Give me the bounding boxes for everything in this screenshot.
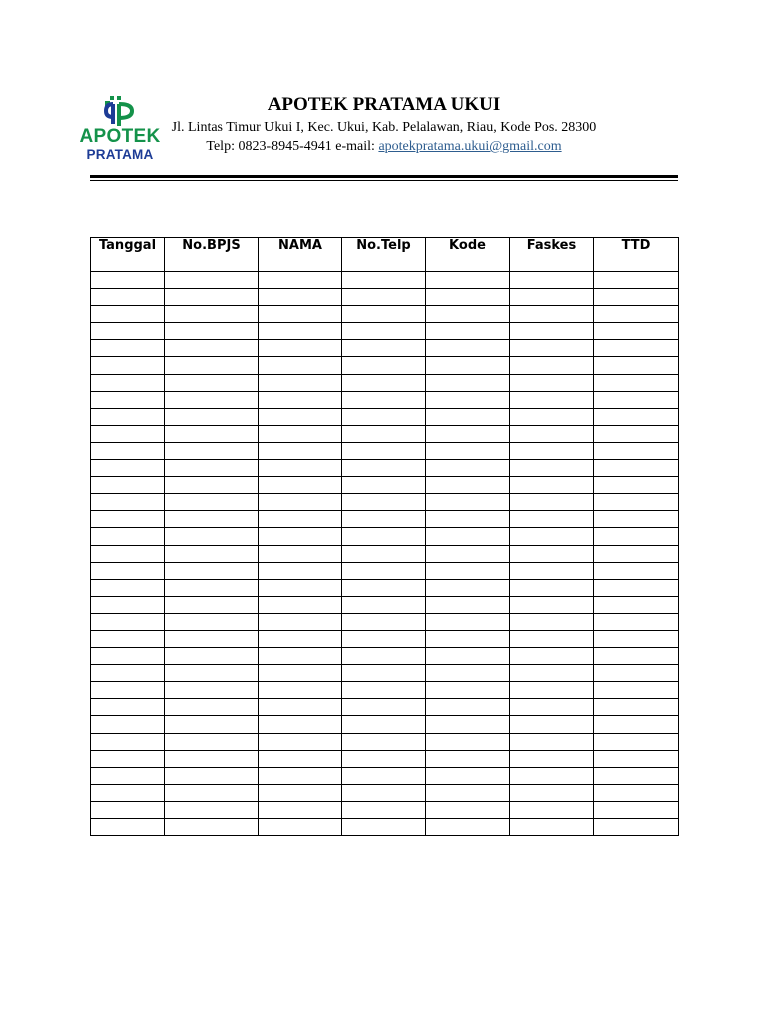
table-cell[interactable] xyxy=(91,716,165,733)
table-cell[interactable] xyxy=(510,767,594,784)
table-cell[interactable] xyxy=(594,460,679,477)
visit-log-table xyxy=(90,237,679,836)
table-cell[interactable] xyxy=(165,323,259,340)
table-cell[interactable] xyxy=(91,442,165,459)
column-header-ttd: TTD xyxy=(594,238,679,272)
table-cell[interactable] xyxy=(594,596,679,613)
table-cell[interactable] xyxy=(91,819,165,836)
table-cell[interactable] xyxy=(426,579,510,596)
table-row xyxy=(91,801,679,818)
table-cell[interactable] xyxy=(342,323,426,340)
table-cell[interactable] xyxy=(259,272,342,289)
table-row xyxy=(91,699,679,716)
table-cell[interactable] xyxy=(259,545,342,562)
table-cell[interactable] xyxy=(342,272,426,289)
table-cell[interactable] xyxy=(426,408,510,425)
table-cell[interactable] xyxy=(259,494,342,511)
table-cell[interactable] xyxy=(342,648,426,665)
table-cell[interactable] xyxy=(91,579,165,596)
table-cell[interactable] xyxy=(510,272,594,289)
table-cell[interactable] xyxy=(426,733,510,750)
table-cell[interactable] xyxy=(426,596,510,613)
table-cell[interactable] xyxy=(165,801,259,818)
table-cell[interactable] xyxy=(426,767,510,784)
table-cell[interactable] xyxy=(342,289,426,306)
table-cell[interactable] xyxy=(259,306,342,323)
column-header-tanggal: Tanggal xyxy=(91,238,165,272)
table-cell[interactable] xyxy=(342,665,426,682)
table-cell[interactable] xyxy=(342,511,426,528)
page-title: APOTEK PRATAMA UKUI xyxy=(267,94,501,115)
table-cell[interactable] xyxy=(259,408,342,425)
table-cell[interactable] xyxy=(91,323,165,340)
table-row xyxy=(91,665,679,682)
table-cell[interactable] xyxy=(91,408,165,425)
table-cell[interactable] xyxy=(165,630,259,647)
table-cell[interactable] xyxy=(594,699,679,716)
contact-prefix: Telp: 0823-8945-4941 e-mail: xyxy=(206,139,379,154)
table-cell[interactable] xyxy=(426,289,510,306)
table-cell[interactable] xyxy=(165,289,259,306)
table-cell[interactable] xyxy=(342,596,426,613)
table-cell[interactable] xyxy=(594,528,679,545)
table-cell[interactable] xyxy=(426,648,510,665)
table-cell[interactable] xyxy=(342,374,426,391)
table-cell[interactable] xyxy=(510,306,594,323)
table-cell[interactable] xyxy=(259,784,342,801)
table-row xyxy=(91,306,679,323)
table-cell[interactable] xyxy=(165,716,259,733)
table-cell[interactable] xyxy=(510,648,594,665)
table-cell[interactable] xyxy=(342,630,426,647)
table-cell[interactable] xyxy=(165,579,259,596)
table-cell[interactable] xyxy=(165,648,259,665)
table-cell[interactable] xyxy=(594,630,679,647)
table-cell[interactable] xyxy=(594,801,679,818)
pharmacy-cross-icon xyxy=(104,95,134,127)
table-row xyxy=(91,494,679,511)
table-cell[interactable] xyxy=(510,425,594,442)
table-cell[interactable] xyxy=(594,682,679,699)
table-row xyxy=(91,477,679,494)
table-cell[interactable] xyxy=(259,562,342,579)
table-cell[interactable] xyxy=(426,630,510,647)
table-cell[interactable] xyxy=(510,545,594,562)
column-header-faskes: Faskes xyxy=(510,238,594,272)
table-cell[interactable] xyxy=(342,494,426,511)
table-cell[interactable] xyxy=(594,716,679,733)
table-cell[interactable] xyxy=(594,579,679,596)
table-cell[interactable] xyxy=(426,511,510,528)
column-header-no-bpjs: No.BPJS xyxy=(165,238,259,272)
table-cell[interactable] xyxy=(342,750,426,767)
table-cell[interactable] xyxy=(259,425,342,442)
table-cell[interactable] xyxy=(91,425,165,442)
table-row xyxy=(91,272,679,289)
table-cell[interactable] xyxy=(165,477,259,494)
table-cell[interactable] xyxy=(510,716,594,733)
table-header-row xyxy=(91,238,679,272)
table-row xyxy=(91,340,679,357)
table-cell[interactable] xyxy=(342,733,426,750)
table-cell[interactable] xyxy=(594,289,679,306)
table-cell[interactable] xyxy=(259,716,342,733)
table-cell[interactable] xyxy=(91,613,165,630)
table-cell[interactable] xyxy=(259,648,342,665)
table-cell[interactable] xyxy=(165,596,259,613)
table-cell[interactable] xyxy=(91,528,165,545)
table-row xyxy=(91,408,679,425)
table-cell[interactable] xyxy=(91,784,165,801)
table-cell[interactable] xyxy=(342,682,426,699)
table-cell[interactable] xyxy=(594,494,679,511)
table-cell[interactable] xyxy=(91,340,165,357)
table-cell[interactable] xyxy=(510,801,594,818)
table-cell[interactable] xyxy=(259,460,342,477)
table-cell[interactable] xyxy=(342,477,426,494)
table-cell[interactable] xyxy=(91,545,165,562)
table-cell[interactable] xyxy=(510,579,594,596)
table-cell[interactable] xyxy=(510,596,594,613)
table-cell[interactable] xyxy=(342,442,426,459)
table-cell[interactable] xyxy=(165,665,259,682)
header-divider-thick xyxy=(90,175,678,178)
table-cell[interactable] xyxy=(165,767,259,784)
table-cell[interactable] xyxy=(165,442,259,459)
table-cell[interactable] xyxy=(342,340,426,357)
table-cell[interactable] xyxy=(165,272,259,289)
table-cell[interactable] xyxy=(594,733,679,750)
table-cell[interactable] xyxy=(426,750,510,767)
table-cell[interactable] xyxy=(259,477,342,494)
table-cell[interactable] xyxy=(342,801,426,818)
table-cell[interactable] xyxy=(426,460,510,477)
table-cell[interactable] xyxy=(165,494,259,511)
table-row xyxy=(91,767,679,784)
table-cell[interactable] xyxy=(342,425,426,442)
table-cell[interactable] xyxy=(342,545,426,562)
table-cell[interactable] xyxy=(594,545,679,562)
table-cell[interactable] xyxy=(510,408,594,425)
table-cell[interactable] xyxy=(259,665,342,682)
table-cell[interactable] xyxy=(426,545,510,562)
table-cell[interactable] xyxy=(594,750,679,767)
table-row xyxy=(91,682,679,699)
table-cell[interactable] xyxy=(594,340,679,357)
table-cell[interactable] xyxy=(510,733,594,750)
table-cell[interactable] xyxy=(594,374,679,391)
table-cell[interactable] xyxy=(510,442,594,459)
table-cell[interactable] xyxy=(91,682,165,699)
table-cell[interactable] xyxy=(426,442,510,459)
table-cell[interactable] xyxy=(594,442,679,459)
table-cell[interactable] xyxy=(342,699,426,716)
table-row xyxy=(91,425,679,442)
table-cell[interactable] xyxy=(426,665,510,682)
table-cell[interactable] xyxy=(91,272,165,289)
table-cell[interactable] xyxy=(426,613,510,630)
table-cell[interactable] xyxy=(594,391,679,408)
table-cell[interactable] xyxy=(165,733,259,750)
table-cell[interactable] xyxy=(165,357,259,374)
table-cell[interactable] xyxy=(342,613,426,630)
table-cell[interactable] xyxy=(165,408,259,425)
table-cell[interactable] xyxy=(426,528,510,545)
table-cell[interactable] xyxy=(91,801,165,818)
table-cell[interactable] xyxy=(594,306,679,323)
table-row xyxy=(91,545,679,562)
table-cell[interactable] xyxy=(165,750,259,767)
table-cell[interactable] xyxy=(426,562,510,579)
table-row xyxy=(91,596,679,613)
table-row xyxy=(91,323,679,340)
table-cell[interactable] xyxy=(510,511,594,528)
table-cell[interactable] xyxy=(510,528,594,545)
table-row xyxy=(91,630,679,647)
logo-word-pratama: PRATAMA xyxy=(86,147,154,162)
table-cell[interactable] xyxy=(342,784,426,801)
table-cell[interactable] xyxy=(91,630,165,647)
table-cell[interactable] xyxy=(165,425,259,442)
table-cell[interactable] xyxy=(510,340,594,357)
table-cell[interactable] xyxy=(259,442,342,459)
table-row xyxy=(91,391,679,408)
table-cell[interactable] xyxy=(426,477,510,494)
table-cell[interactable] xyxy=(426,272,510,289)
table-cell[interactable] xyxy=(165,391,259,408)
table-cell[interactable] xyxy=(91,511,165,528)
table-cell[interactable] xyxy=(91,750,165,767)
table-cell[interactable] xyxy=(91,460,165,477)
table-row xyxy=(91,716,679,733)
table-cell[interactable] xyxy=(91,391,165,408)
table-cell[interactable] xyxy=(165,682,259,699)
table-row xyxy=(91,460,679,477)
table-cell[interactable] xyxy=(594,784,679,801)
table-cell[interactable] xyxy=(510,750,594,767)
table-cell[interactable] xyxy=(594,477,679,494)
table-cell[interactable] xyxy=(426,340,510,357)
table-cell[interactable] xyxy=(91,357,165,374)
table-cell[interactable] xyxy=(342,306,426,323)
table-cell[interactable] xyxy=(426,391,510,408)
table-cell[interactable] xyxy=(594,272,679,289)
table-cell[interactable] xyxy=(259,374,342,391)
table-cell[interactable] xyxy=(426,323,510,340)
table-cell[interactable] xyxy=(510,665,594,682)
table-cell[interactable] xyxy=(91,306,165,323)
email-link[interactable]: apotekpratama.ukui@gmail.com xyxy=(378,139,562,154)
table-cell[interactable] xyxy=(342,357,426,374)
table-cell[interactable] xyxy=(510,819,594,836)
table-row xyxy=(91,442,679,459)
table-cell[interactable] xyxy=(594,613,679,630)
table-cell[interactable] xyxy=(426,374,510,391)
table-cell[interactable] xyxy=(259,391,342,408)
table-cell[interactable] xyxy=(510,494,594,511)
table-row xyxy=(91,750,679,767)
contact-line xyxy=(170,139,598,155)
logo-word-apotek: APOTEK xyxy=(79,126,161,147)
table-row xyxy=(91,613,679,630)
table-cell[interactable] xyxy=(594,767,679,784)
table-cell[interactable] xyxy=(259,323,342,340)
table-cell[interactable] xyxy=(594,357,679,374)
table-cell[interactable] xyxy=(510,630,594,647)
table-cell[interactable] xyxy=(165,784,259,801)
table-cell[interactable] xyxy=(259,596,342,613)
table-cell[interactable] xyxy=(426,784,510,801)
table-cell[interactable] xyxy=(91,596,165,613)
table-row xyxy=(91,289,679,306)
table-cell[interactable] xyxy=(342,391,426,408)
table-cell[interactable] xyxy=(259,750,342,767)
table-cell[interactable] xyxy=(510,460,594,477)
table-row xyxy=(91,648,679,665)
table-cell[interactable] xyxy=(91,648,165,665)
table-cell[interactable] xyxy=(426,357,510,374)
table-cell[interactable] xyxy=(594,819,679,836)
table-cell[interactable] xyxy=(91,494,165,511)
table-cell[interactable] xyxy=(426,819,510,836)
header-divider-thin xyxy=(90,180,678,181)
table-cell[interactable] xyxy=(259,340,342,357)
table-cell[interactable] xyxy=(510,613,594,630)
column-header-nama: NAMA xyxy=(259,238,342,272)
table-cell[interactable] xyxy=(165,460,259,477)
table-cell[interactable] xyxy=(259,579,342,596)
table-cell[interactable] xyxy=(259,357,342,374)
table-cell[interactable] xyxy=(426,494,510,511)
table-cell[interactable] xyxy=(510,289,594,306)
table-cell[interactable] xyxy=(510,699,594,716)
table-cell[interactable] xyxy=(510,784,594,801)
table-cell[interactable] xyxy=(91,733,165,750)
apotek-logo xyxy=(79,89,161,165)
table-cell[interactable] xyxy=(91,665,165,682)
table-cell[interactable] xyxy=(165,374,259,391)
table-cell[interactable] xyxy=(426,801,510,818)
table-cell[interactable] xyxy=(259,511,342,528)
table-cell[interactable] xyxy=(426,425,510,442)
table-cell[interactable] xyxy=(259,733,342,750)
table-cell[interactable] xyxy=(510,562,594,579)
table-cell[interactable] xyxy=(342,579,426,596)
table-cell[interactable] xyxy=(91,767,165,784)
table-cell[interactable] xyxy=(165,511,259,528)
table-cell[interactable] xyxy=(259,289,342,306)
table-row xyxy=(91,819,679,836)
table-cell[interactable] xyxy=(594,323,679,340)
table-cell[interactable] xyxy=(165,545,259,562)
table-cell[interactable] xyxy=(510,391,594,408)
table-cell[interactable] xyxy=(342,562,426,579)
table-cell[interactable] xyxy=(91,562,165,579)
address-line: Jl. Lintas Timur Ukui I, Kec. Ukui, Kab. Pelalawan, Riau, Kode Pos. 28300 xyxy=(171,120,597,135)
table-cell[interactable] xyxy=(594,562,679,579)
table-cell[interactable] xyxy=(594,665,679,682)
table-cell[interactable] xyxy=(91,374,165,391)
table-cell[interactable] xyxy=(259,528,342,545)
table-cell[interactable] xyxy=(510,477,594,494)
table-cell[interactable] xyxy=(165,819,259,836)
table-cell[interactable] xyxy=(259,699,342,716)
table-cell[interactable] xyxy=(426,699,510,716)
table-cell[interactable] xyxy=(594,648,679,665)
table-cell[interactable] xyxy=(259,801,342,818)
table-row xyxy=(91,511,679,528)
table-cell[interactable] xyxy=(259,819,342,836)
table-cell[interactable] xyxy=(91,477,165,494)
table-cell[interactable] xyxy=(342,528,426,545)
table-cell[interactable] xyxy=(91,289,165,306)
table-cell[interactable] xyxy=(510,323,594,340)
table-row xyxy=(91,562,679,579)
table-cell[interactable] xyxy=(510,374,594,391)
table-cell[interactable] xyxy=(342,819,426,836)
table-cell[interactable] xyxy=(510,682,594,699)
table-cell[interactable] xyxy=(165,613,259,630)
table-row xyxy=(91,733,679,750)
table-cell[interactable] xyxy=(165,306,259,323)
table-cell[interactable] xyxy=(342,767,426,784)
table-cell[interactable] xyxy=(165,340,259,357)
table-row xyxy=(91,374,679,391)
table-cell[interactable] xyxy=(426,306,510,323)
table-body xyxy=(91,272,679,836)
table-cell[interactable] xyxy=(259,767,342,784)
table-cell[interactable] xyxy=(426,682,510,699)
table-cell[interactable] xyxy=(342,716,426,733)
table-cell[interactable] xyxy=(594,425,679,442)
table-cell[interactable] xyxy=(594,511,679,528)
table-cell[interactable] xyxy=(510,357,594,374)
table-row xyxy=(91,784,679,801)
table-cell[interactable] xyxy=(426,716,510,733)
table-cell[interactable] xyxy=(342,460,426,477)
table-cell[interactable] xyxy=(165,562,259,579)
table-row xyxy=(91,579,679,596)
table-cell[interactable] xyxy=(165,699,259,716)
table-cell[interactable] xyxy=(342,408,426,425)
table-row xyxy=(91,357,679,374)
table-row xyxy=(91,528,679,545)
column-header-kode: Kode xyxy=(426,238,510,272)
table-cell[interactable] xyxy=(165,528,259,545)
table-cell[interactable] xyxy=(91,699,165,716)
table-cell[interactable] xyxy=(259,682,342,699)
table-cell[interactable] xyxy=(259,613,342,630)
table-cell[interactable] xyxy=(594,408,679,425)
table-cell[interactable] xyxy=(259,630,342,647)
column-header-no-telp: No.Telp xyxy=(342,238,426,272)
